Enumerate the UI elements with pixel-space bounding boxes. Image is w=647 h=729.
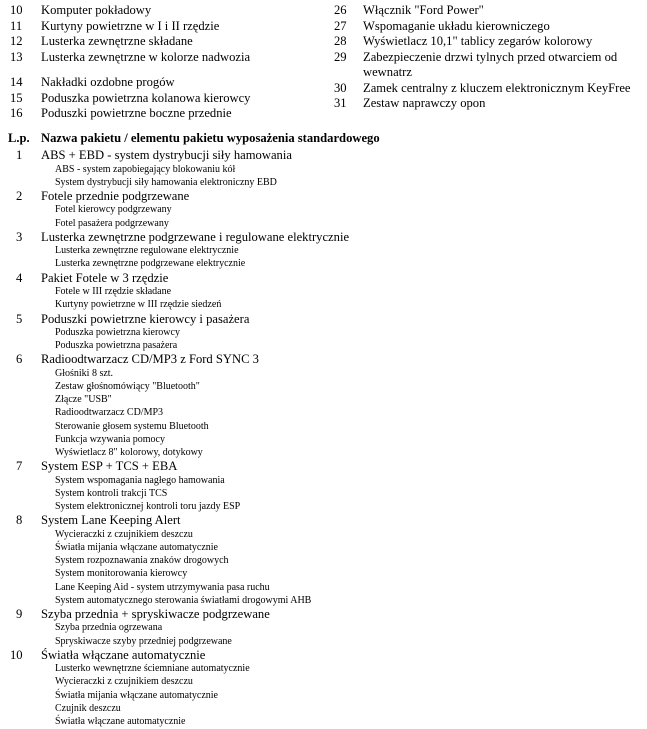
item-number: 29 [334,49,347,64]
list-item [10,19,330,35]
item-text: Zamek centralny z kluczem elektronicznym KeyFree [363,80,631,95]
item-text: wewnatrz [363,65,412,79]
package-item: System elektronicznej kontroli toru jazdy ESP [55,501,241,513]
package-block [0,148,647,189]
package-title-row [0,648,647,663]
package-block [0,648,647,728]
item-number: 27 [334,18,347,33]
item-number [10,65,41,75]
package-block [0,189,647,230]
packages-table-header [8,131,380,146]
package-item: Radioodtwarzacz CD/MP3 [55,407,164,419]
list-item [10,34,330,50]
list-item [10,106,330,122]
package-number: 9 [16,606,23,621]
package-title: System ESP + TCS + EBA [41,459,178,474]
package-item: System automatycznego sterowania światłami drogowymi AHB [55,594,312,606]
list-item [334,19,644,35]
item-text: Nakładki ozdobne progów [41,75,175,89]
package-title-row [0,459,647,474]
package-title: Fotele przednie podgrzewane [41,188,190,203]
list-item [10,65,330,75]
item-text: Wspomaganie układu kierowniczego [363,18,550,33]
package-item: Kurtyny powietrzne w III rzędzie siedzeń [55,299,222,311]
package-item: Poduszka powietrzna pasażera [55,340,178,352]
package-number: 2 [16,188,23,203]
list-item [334,96,644,112]
package-number-cell [0,459,41,474]
item-number: 31 [334,96,347,110]
item-text: Poduszki powietrzne boczne przednie [41,106,232,120]
item-number: 15 [10,90,23,105]
package-number-cell [0,230,41,245]
package-title: Szyba przednia + spryskiwacze podgrzewane [41,606,270,621]
package-item: System dystrybucji siły hamowania elektroniczny EBD [55,176,277,188]
package-number-cell [0,148,41,163]
package-number-cell [0,513,41,528]
item-number: 14 [10,75,23,89]
equipment-list-left-column [10,3,330,122]
package-block [0,513,647,607]
package-block [0,312,647,353]
package-number: 3 [16,229,23,244]
package-item: System kontroli trakcji TCS [55,487,168,499]
package-title: Lusterka zewnętrzne podgrzewane i regulowane elektrycznie [41,229,350,244]
header-lp: L.p. [8,131,30,145]
package-number-cell [0,312,41,327]
package-item: Lusterka zewnętrzne podgrzewane elektrycznie [55,258,246,270]
package-number-cell [0,189,41,204]
list-item [10,75,330,91]
package-item: Poduszka powietrzna kierowcy [55,327,180,338]
package-number: 4 [16,270,23,285]
package-item: System rozpoznawania znaków drogowych [55,555,229,567]
package-title-row [0,148,647,163]
package-number-cell [0,352,41,367]
list-item [334,3,644,19]
package-number: 7 [16,459,23,474]
item-text: Kurtyny powietrzne w I i II rzędzie [41,18,220,33]
package-item: System monitorowania kierowcy [55,568,188,580]
item-text: Zabezpieczenie drzwi tylnych przed otwarciem od [363,49,618,64]
package-title-row [0,271,647,286]
package-number-cell [0,271,41,286]
package-item: Światła włączane automatycznie [55,716,186,727]
package-item: Światła mijania włączane automatycznie [55,689,218,701]
package-title-row [0,230,647,245]
package-title: Pakiet Fotele w 3 rzędzie [41,270,169,285]
package-item: Spryskiwacze szyby przedniej podgrzewane [55,635,232,647]
item-text [41,65,330,75]
header-title: Nazwa pakietu / elementu pakietu wyposażenia standardowego [41,131,380,145]
package-number: 8 [16,513,23,528]
list-item [10,91,330,107]
package-item: Funkcja wzywania pomocy [55,433,165,445]
package-title: System Lane Keeping Alert [41,513,181,528]
item-number: 28 [334,34,347,48]
package-number: 6 [16,352,23,367]
list-item [334,34,644,50]
package-item: Lane Keeping Aid - system utrzymywania pasa ruchu [55,581,270,593]
item-number [334,65,363,81]
package-title-row [0,312,647,327]
list-item [10,3,330,19]
package-item: Fotel kierowcy podgrzewany [55,204,172,216]
package-item: Zestaw głośnomówiący "Bluetooth" [55,381,200,393]
item-number: 30 [334,80,347,95]
list-item [10,50,330,66]
item-number: 10 [10,3,23,17]
package-block [0,459,647,513]
package-item: Czujnik deszczu [55,702,121,714]
list-item [334,65,644,81]
list-item [334,81,644,97]
package-title: ABS + EBD - system dystrybucji siły hamowania [41,148,292,162]
package-item: Szyba przednia ogrzewana [55,622,163,634]
equipment-list-right-column [334,3,644,112]
package-title-row [0,607,647,622]
package-item: Głośniki 8 szt. [55,367,114,379]
package-title-row [0,352,647,367]
item-text: Włącznik "Ford Power" [363,3,484,17]
package-item: Fotel pasażera podgrzewany [55,217,169,229]
package-block [0,607,647,648]
package-item: Światła mijania włączane automatycznie [55,541,218,553]
package-item: Wyświetlacz 8" kolorowy, dotykowy [55,447,203,458]
package-item: Sterowanie głosem systemu Bluetooth [55,420,209,432]
item-number: 11 [10,18,23,33]
package-block [0,230,647,271]
item-text: Lusterka zewnętrzne składane [41,34,193,48]
item-number: 12 [10,34,23,48]
package-item: Wycieraczki z czujnikiem deszczu [55,676,193,688]
packages-list [0,148,647,728]
item-text: Komputer pokładowy [41,3,152,17]
package-item: ABS - system zapobiegający blokowaniu kół [55,163,236,175]
item-text: Wyświetlacz 10,1" tablicy zegarów kolorowy [363,34,593,48]
package-number-cell [0,607,41,622]
package-item: System wspomagania nagłego hamowania [55,474,225,486]
item-text: Zestaw naprawczy opon [363,96,486,110]
package-number: 5 [16,311,23,326]
package-item: Złącze "USB" [55,394,112,406]
item-number: 16 [10,106,23,120]
package-item: Fotele w III rzędzie składane [55,286,172,298]
package-number: 1 [16,148,23,162]
package-title-row [0,513,647,528]
package-number: 10 [10,647,23,662]
item-number: 13 [10,49,23,64]
package-item: Lusterko wewnętrzne ściemniane automatycznie [55,663,250,675]
package-block [0,352,647,459]
package-item: Wycieraczki z czujnikiem deszczu [55,528,193,540]
package-number-cell [0,648,41,663]
package-item: Lusterka zewnętrzne regulowane elektrycznie [55,245,239,257]
item-number: 26 [334,3,347,17]
package-title: Poduszki powietrzne kierowcy i pasażera [41,311,250,326]
package-block [0,271,647,312]
package-title: Radioodtwarzacz CD/MP3 z Ford SYNC 3 [41,352,259,367]
item-text: Lusterka zewnętrzne w kolorze nadwozia [41,49,251,64]
list-item [334,50,644,66]
package-title-row [0,189,647,204]
package-title: Światła włączane automatycznie [41,647,206,662]
item-text: Poduszka powietrzna kolanowa kierowcy [41,90,251,105]
